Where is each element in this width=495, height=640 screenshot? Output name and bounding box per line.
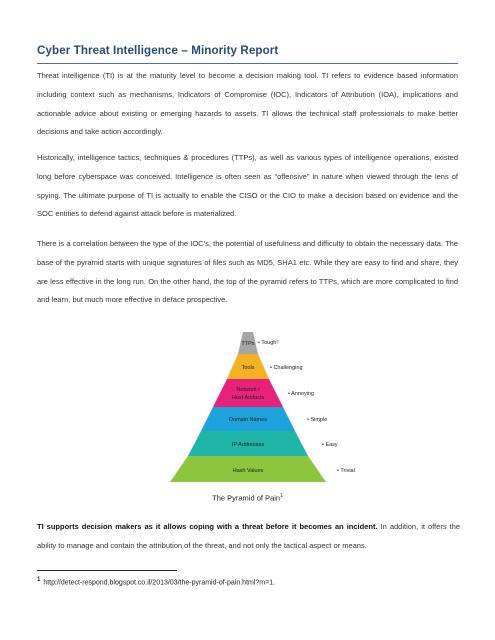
document-title: Cyber Threat Intelligence – Minority Report — [37, 44, 279, 57]
pyramid-label-ttps: TTPs — [241, 341, 255, 347]
pyramid-label-tools: Tools — [241, 365, 255, 371]
pyramid-caption-footnote-marker: 1 — [280, 493, 283, 499]
pyramid-label-network: Network / — [236, 387, 260, 393]
paragraph-decision-makers-bold: TI supports decision makers as it allows coping with a threat before it becomes an incident. — [37, 522, 378, 531]
pyramid-difficulty-tough: • Tough! — [258, 340, 278, 346]
paragraph-intro: Threat intelligence (TI) is at the maturity level to become a decision making tool. TI refers to evidence based information including context such as mechanisms, Indicators of Compromise (IOC), Indicators of Attribution (IOA), implications and actionable advice about existing or emerging hazards to assets. TI allows the technical staff professionals to make better decisions and take action accordingly. — [37, 71, 458, 137]
paragraph-correlation: There is a correlation between the type of the IOC’s, the potential of usefulness and difficulty to obtain the necessary data. The base of the pyramid starts with unique signatures of files such as MD5, SHA1 etc. While they are easy to find and share, they are less effective in the long run. On the other hand, the top of the pyramid refers to TTPs, which are more complicated to find and learn, but much more effective in deface prospective. — [37, 239, 458, 305]
footnote — [37, 577, 275, 586]
paragraph-decision-makers-rest: In addition, it offers the ability to manage and contain the attribution of the threat, and not only the tactical aspect or means. — [37, 522, 460, 550]
title-underline — [37, 63, 458, 64]
pyramid-label-hash-values: Hash Values — [232, 468, 264, 474]
pyramid-caption-text: The Pyramid of Pain — [212, 493, 281, 503]
pyramid-of-pain-diagram — [140, 332, 380, 494]
footnote-link[interactable]: http://detect-respond.blogspot.co.il/2013/03/the-pyramid-of-pain.html?m=1. — [43, 579, 276, 587]
paragraph-decision-makers — [37, 518, 460, 556]
footnote-separator — [37, 570, 177, 571]
pyramid-difficulty-trivial: • Trivial — [337, 468, 355, 474]
paragraph-history: Historically, intelligence tactics, techniques & procedures (TTPs), as well as various types of intelligence operations, existed long before cyberspace was conceived. Intelligence is often seen as “offensive” in nature when viewed through the lens of spying. The ultimate purpose of TI is actually to enable the CISO or the CIO to make a decision based on evidence and the SOC entities to defend against attack before is materialized. — [37, 153, 458, 219]
pyramid-label-domain-names: Domain Names — [229, 417, 267, 423]
pyramid-difficulty-annoying: • Annoying — [288, 391, 315, 397]
pyramid-level-network-host-artifacts — [213, 379, 283, 407]
pyramid-label-ip-addresses: IP Addresses — [231, 442, 265, 448]
pyramid-difficulty-easy: • Easy — [322, 442, 338, 448]
pyramid-caption — [0, 493, 495, 503]
pyramid-label-host-artifacts: Host Artifacts — [231, 395, 265, 401]
footnote-number: 1 — [37, 577, 41, 583]
pyramid-difficulty-challenging: • Challenging — [270, 365, 303, 371]
pyramid-difficulty-simple: • Simple — [307, 417, 328, 423]
